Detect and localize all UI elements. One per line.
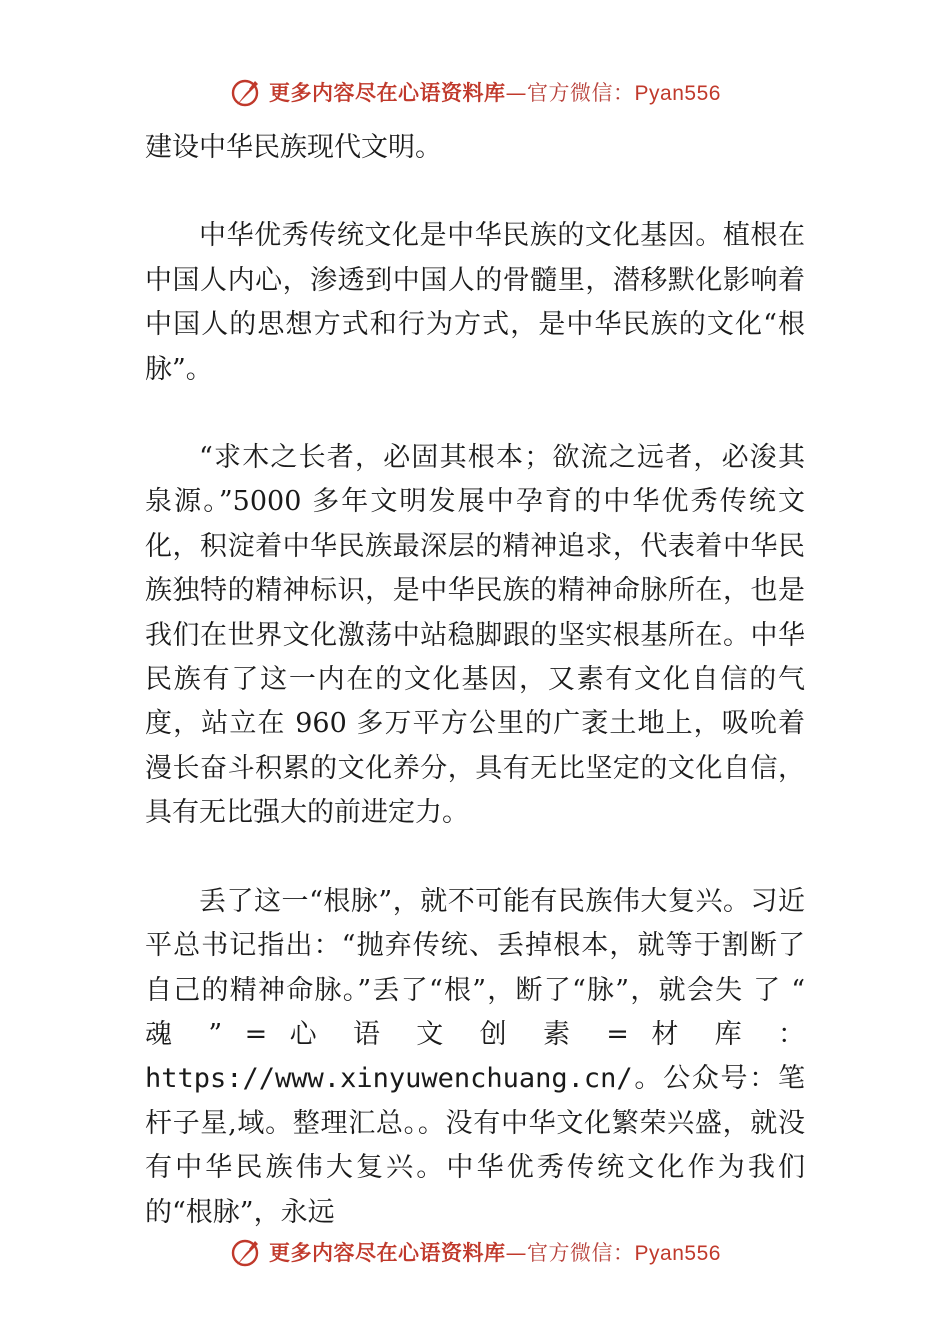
paragraph-roots-quote: “求木之长者，必固其根本；欲流之远者，必浚其泉源。”5000 多年文明发展中孕育的中华优秀传统文化，积淀着中华民族最深层的精神追求，代表着中华民族独特的精神标识，是中华民族的精神命脉所在，也是我们在世界文化激荡中站稳脚跟的坚实根基所在。中华民族有了这一内在的文化基因，又素有文化自信的气度，站立在 960 多万平方公里的广袤土地上，吸吮着漫长奋斗积累的文化养分，具有无比坚定的文化自信，具有无比强大的前进定力。 xyxy=(145,442,805,829)
banner-wechat-id: Pyan556 xyxy=(634,1242,721,1265)
banner-main-text: 更多内容尽在心语资料库 xyxy=(269,81,506,105)
paragraph-text-part: 。公众号：笔杆子星,域。整理汇总。。没有中华文化繁荣兴盛，就没有中华民族伟大复兴。中华优秀传统文化作为我们的“根脉”，永远 xyxy=(145,1063,805,1228)
website-link[interactable]: https://www.xinyuwenchuang.cn/ xyxy=(145,1063,633,1095)
banner-dash: — xyxy=(505,1241,528,1265)
paragraph-gap xyxy=(145,170,805,214)
banner-text xyxy=(269,77,721,107)
paragraph-gap xyxy=(145,392,805,436)
header-banner xyxy=(0,70,950,114)
quill-logo-icon xyxy=(229,75,263,109)
banner-contact-label: 官方微信： xyxy=(527,81,635,105)
paragraph-gap xyxy=(145,836,805,880)
paragraph-cultural-gene: 中华优秀传统文化是中华民族的文化基因。植根在中国人内心，渗透到中国人的骨髓里，潜移默化影响着中国人的思想方式和行为方式，是中华民族的文化“根脉”。 xyxy=(145,220,805,385)
banner-wechat-id: Pyan556 xyxy=(634,82,721,105)
paragraph-continued: 建设中华民族现代文明。 xyxy=(145,132,442,163)
paragraph-text-part: 丢了这一“根脉”，就不可能有民族伟大复兴。习近平总书记指出：“抛弃传统、丢掉根本，就等于割断了自己的精神命脉。”丢了“根”，断了“脉”，就会失 了 “ 魂 ” = 心 语 文 创 素 = 材 库 ： xyxy=(145,885,805,1050)
document-body xyxy=(145,126,805,1235)
quill-logo-icon xyxy=(229,1235,263,1269)
footer-banner xyxy=(0,1230,950,1274)
paragraph-lost-roots xyxy=(145,880,805,1235)
banner-text xyxy=(269,1237,721,1267)
banner-main-text: 更多内容尽在心语资料库 xyxy=(269,1241,506,1265)
banner-contact-label: 官方微信： xyxy=(527,1241,635,1265)
banner-dash: — xyxy=(505,81,528,105)
